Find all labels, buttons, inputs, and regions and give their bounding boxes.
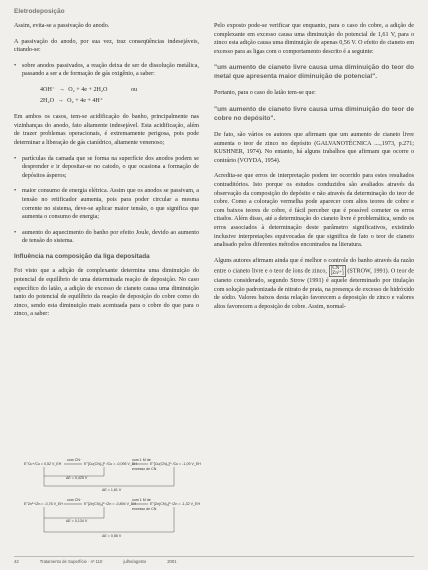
equation-2 bbox=[40, 97, 199, 106]
page-number: 42 bbox=[14, 559, 19, 564]
quote: "um aumento de cianeto livre causa uma diminuição do teor do metal que apresenta maior diminuição de potencial". bbox=[214, 64, 414, 81]
fraction-numerator: [CN⁻] bbox=[330, 266, 344, 272]
arrow-icon: → bbox=[58, 86, 65, 93]
paragraph-text: Alguns autores afirmam ainda que é melhor o controle do banho através da razão entre o cianeto livre e o teor de íons de zinco, bbox=[214, 257, 414, 275]
paragraph: A passivação do anodo, por sua vez, traz conseqüências indesejáveis, citando-se: bbox=[14, 38, 199, 54]
journal-name: Tratamento de Superfície · nº 110 bbox=[39, 559, 103, 564]
cu-label: com CN⁻ bbox=[67, 458, 82, 462]
paragraph: De fato, são vários os autores que afirmam que um aumento de cianeto livre aumenta o teor de zinco no depósito (GALVANOTÉCNICA ....,1973, p.271; KUSHNER, 1974). No entanto, há alguns trabalhos que afirmam que ocorre o contrário (VOYDA, 1954). bbox=[214, 131, 414, 164]
equation-left: 2H₂O bbox=[40, 97, 54, 104]
cu-mid-potential: E°[Cu(CN)₃]²⁻/Cu = -0,095 V_EH bbox=[84, 462, 137, 466]
paragraph bbox=[214, 257, 414, 312]
ratio-fraction bbox=[329, 265, 346, 277]
section-title: Influência na composição da liga depositada bbox=[14, 252, 150, 260]
issue-year: 2001 bbox=[167, 559, 177, 564]
cu-delta-2: ΔE = 1,61 V bbox=[102, 488, 122, 492]
equation-left: 4OH⁻ bbox=[40, 86, 56, 93]
bullet-item: • sobre anodos passivados, a reação deixa de ser de dissolução metálica, passando a ser a de formação de gás oxigênio, a saber: bbox=[14, 62, 199, 79]
left-column bbox=[14, 22, 199, 326]
bullet-item: • maior consumo de energia elétrica. Assim que os anodos se passivam, a tensão no retificador aumenta, pois para poder circular a mesma corrente no sistema, deve-se aplicar maior tensão, o que significa que aumenta o consumo de energia; bbox=[14, 187, 199, 221]
potential-diagram-svg bbox=[24, 456, 206, 548]
paragraph: Portanto, para o caso do latão tem-se que: bbox=[214, 90, 316, 97]
paragraph: Em ambos os casos, tem-se acidificação do banho, principalmente nas vizinhanças do anodo, fato altamente indesejável. Esta acidificação, além de trazer problemas operacionais, é extremamente perigosa, pois pode determinar a liberação de gás cianídrico, altamente venenoso; bbox=[14, 114, 199, 146]
zn-big-label: com 1 M de bbox=[132, 498, 151, 502]
paragraph: Acredita-se que erros de interpretação podem ter ocorrido para estes resultados contraditórios. Isto porque os estudos conduzidos são avaliados através da observação da composição do depósito e não através da determinação do teor de cobre. Como a coloração vermelha pode aparecer com altos teores de cobre e com baixos teores de cobre, é fácil perceber que é possível cometer os erros citados. Além disso, até a determinação do cianeto livre é problemática, sendo os erros associados à determinação deste parâmetro significativos, existindo inclusive interpretações equivocadas de que significa de fato o teor de cianeto analisado pelos diferentes métodos encontrados na literatura. bbox=[214, 173, 414, 249]
zn-mid-potential: E°[Zn(CN)₄]²⁻/Zn = -0,894 V_EH bbox=[84, 502, 137, 506]
paragraph: Pelo exposto pode-se verificar que enquanto, para o caso do cobre, a adição de complexante em excesso causa uma diminuição do potencial de 1,61 V, para o zinco esta adição causa uma diminuição de apenas 0,56 V. O efeito do cianeto em excesso para as ligas com o comportamento descrito é a seguinte: bbox=[214, 23, 414, 55]
paragraph: Assim, evita-se a passivação do anodo. bbox=[14, 23, 110, 29]
bullet-item: • partículas da camada que se forma na superfície dos anodos podem se desprender e ir depositar-se no catodo, o que ocasiona a formação de depósitos ásperos; bbox=[14, 155, 199, 181]
page-footer bbox=[14, 556, 414, 564]
paragraph-text: (STROW, 1991). O teor de cianeto considerado, segundo Strow (1991) é aquele determinado por titulação com solução padronizada de nitrato de prata, na presença de excesso de hidróxido de sódio. Valores baixos desta relação favorecem a deposição de zinco e valores altos favorecem a deposição de cobre. Assim, normal- bbox=[214, 268, 414, 311]
zn-standard-potential: E°Zn²⁺/Zn = -0,76 V_EH bbox=[24, 502, 63, 506]
equation-right: O₂ + 4e + 4H⁺ bbox=[67, 97, 104, 104]
fraction-denominator: [Zn²⁺] bbox=[330, 271, 344, 277]
cu-final-potential: E°[Cu(CN)₃]²⁻/Cu = -1,09 V_EH bbox=[150, 462, 201, 466]
issue-months: julho/agosto bbox=[123, 559, 147, 564]
zn-final-potential: E°[Zn(CN)₄]²⁻/Zn = -1,32 V_EH bbox=[150, 502, 201, 506]
paragraph: Foi visto que a adição de complexante determina uma diminuição do potencial de equilíbrio de uma determinada reação de deposição. No caso específico do latão, a adição de excesso de cianeto causa uma diminuição tanto do potencial de equilíbrio da reação de deposição do cobre como do zinco, sendo esta diminuição mais acentuada para o cobre do que para o zinco, a saber: bbox=[14, 268, 199, 318]
zn-label: com CN⁻ bbox=[67, 498, 82, 502]
cu-delta-1: ΔE = 0,425 V bbox=[66, 476, 88, 480]
zn-delta-1: ΔE = 0,134 V bbox=[66, 519, 88, 523]
arrow-icon: → bbox=[57, 97, 64, 104]
cu-standard-potential: E°Cu⁺/Cu = 0,52 V_EH bbox=[24, 462, 62, 466]
bullet-item: • aumento do aquecimento do banho por efeito Joule, devido ao aumento de tensão do sistema. bbox=[14, 229, 199, 246]
potential-diagram bbox=[24, 456, 206, 548]
equation-1 bbox=[40, 86, 199, 95]
right-column bbox=[214, 22, 414, 319]
quote: "um aumento de cianeto livre causa uma diminuição do teor de cobre no depósito". bbox=[214, 105, 414, 122]
equation-conjunction: ou bbox=[130, 86, 138, 93]
zn-excess-label: excesso de CN bbox=[132, 507, 157, 511]
cu-big-label: com 1 M de bbox=[132, 458, 151, 462]
cu-excess-label: excesso de CN bbox=[132, 467, 157, 471]
running-header: Eletrodeposição bbox=[14, 8, 65, 15]
equation-right: O₂ + 4e + 2H₂O bbox=[68, 86, 108, 93]
zn-delta-2: ΔE = 0,56 V bbox=[102, 534, 122, 538]
